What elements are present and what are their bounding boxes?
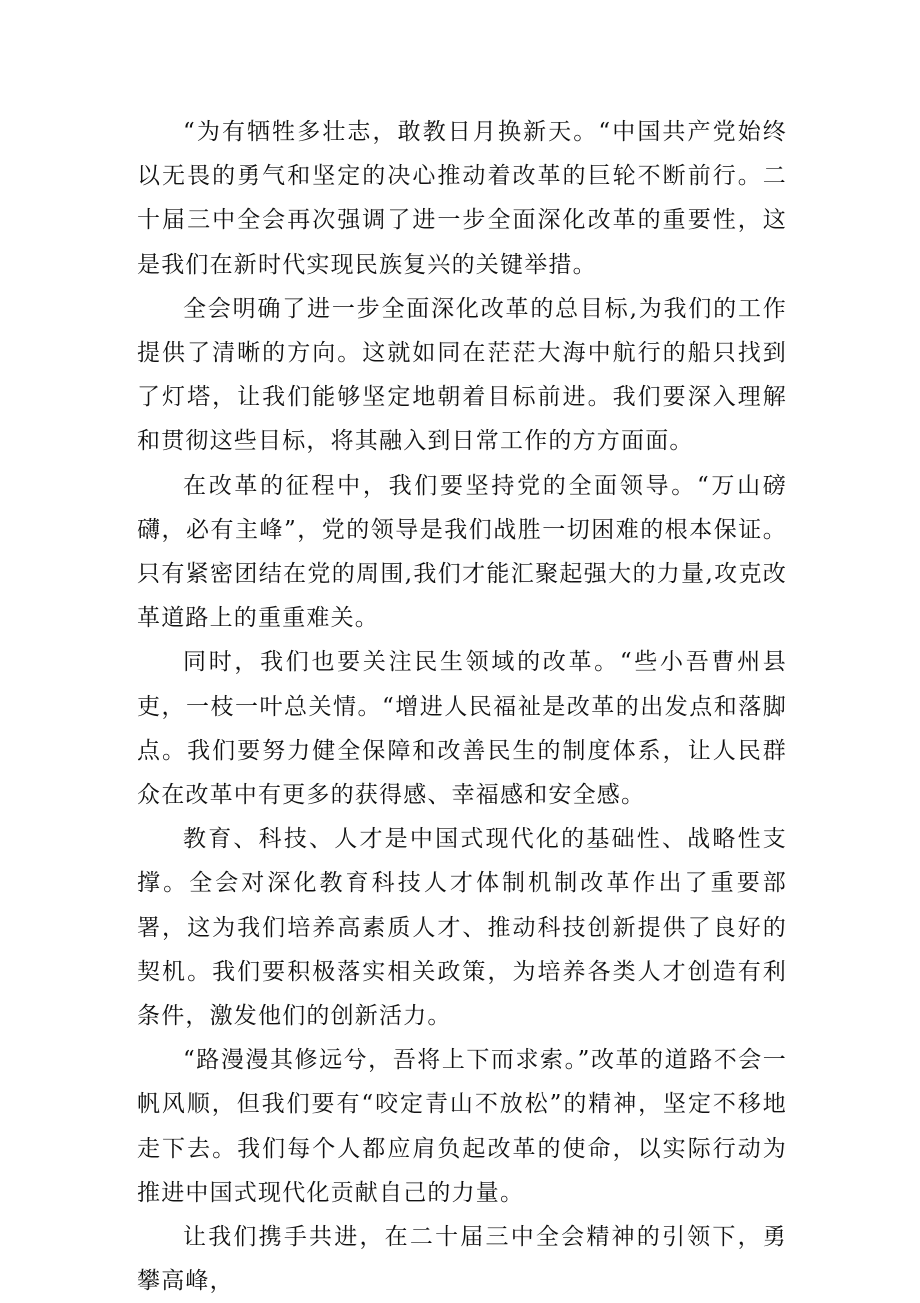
paragraph-1: “为有牺牲多壮志，敢教日月换新天。“中国共产党始终以无畏的勇气和坚定的决心推动着改革的巨轮不断前行。二十届三中全会再次强调了进一步全面深化改革的重要性，这是我们在新时代实现民族复兴的关键举措。 bbox=[137, 119, 787, 278]
paragraph-7: 让我们携手共进，在二十届三中全会精神的引领下，勇攀高峰， bbox=[137, 1224, 787, 1295]
paragraph-3: 在改革的征程中，我们要坚持党的全面领导。“万山磅礴，必有主峰”，党的领导是我们战胜一切困难的根本保证。只有紧密团结在党的周围,我们才能汇聚起强大的力量,攻克改革道路上的重重难关。 bbox=[137, 472, 787, 632]
paragraph-5: 教育、科技、人才是中国式现代化的基础性、战略性支撑。全会对深化教育科技人才体制机制改革作出了重要部署，这为我们培养高素质人才、推动科技创新提供了良好的契机。我们要积极落实相关政策，为培养各类人才创造有利条件，激发他们的创新活力。 bbox=[137, 826, 787, 1030]
paragraph-4: 同时，我们也要关注民生领域的改革。“些小吾曹州县吏，一枝一叶总关情。“增进人民福祉是改革的出发点和落脚点。我们要努力健全保障和改善民生的制度体系，让人民群众在改革中有更多的获得感、幸福感和安全感。 bbox=[137, 649, 787, 809]
paragraph-6: “路漫漫其修远兮，吾将上下而求索。”改革的道路不会一帆风顺，但我们要有“咬定青山不放松”的精神，坚定不移地走下去。我们每个人都应肩负起改革的使命，以实际行动为推进中国式现代化贡献自己的力量。 bbox=[137, 1047, 787, 1206]
document-body bbox=[137, 110, 787, 1303]
paragraph-2: 全会明确了进一步全面深化改革的总目标,为我们的工作提供了清晰的方向。这就如同在茫茫大海中航行的船只找到了灯塔，让我们能够坚定地朝着目标前进。我们要深入理解和贯彻这些目标，将其融入到日常工作的方方面面。 bbox=[137, 295, 787, 455]
